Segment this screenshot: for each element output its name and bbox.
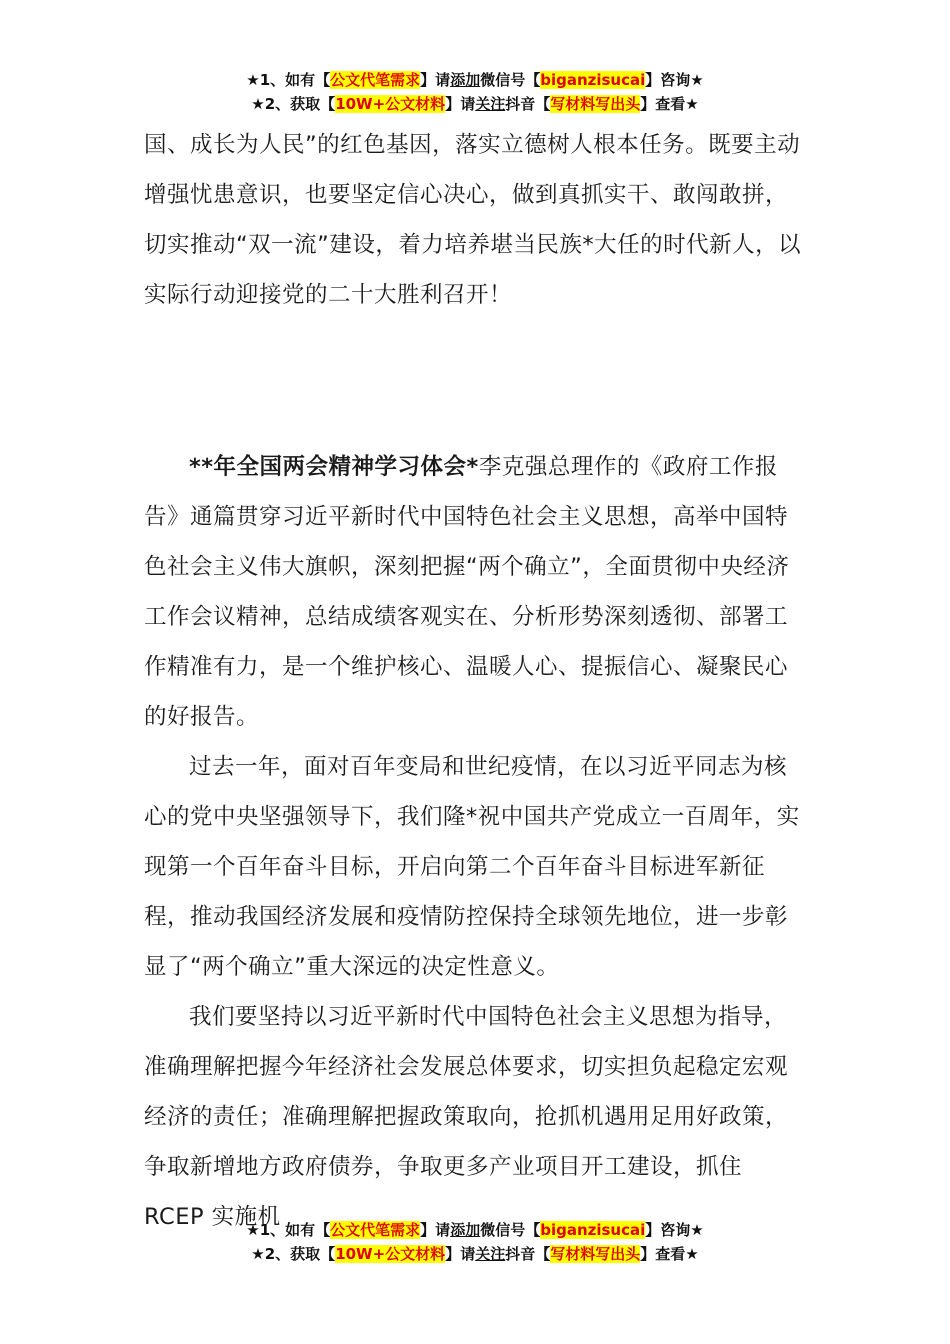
article-paragraph-1 xyxy=(144,442,806,742)
promo-line-2-highlight-douyin: 写材料写出头 xyxy=(550,95,641,113)
promo-line-1-mid2: 微信号【 xyxy=(480,1221,541,1239)
header-promo-banner xyxy=(0,68,950,116)
promo-line-2-underlined: 关注 xyxy=(475,95,506,113)
promo-line-2-suffix: 】查看★ xyxy=(640,95,699,113)
article-paragraph-2: 过去一年，面对百年变局和世纪疫情，在以习近平同志为核心的党中央坚强领导下，我们隆*祝中国共产党成立一百周年，实现第一个百年奋斗目标，开启向第二个百年奋斗目标进军新征程，推动我国经济发展和疫情防控保持全球领先地位，进一步彰显了“两个确立”重大深远的决定性意义。 xyxy=(144,754,800,980)
promo-line-1-highlight-service: 公文代笔需求 xyxy=(330,1221,421,1239)
promo-line-1-highlight-wechat: biganzisucai xyxy=(540,1221,646,1239)
promo-line-1 xyxy=(0,1218,950,1242)
promo-line-2-highlight-materials: 10W+公文材料 xyxy=(335,95,446,113)
article-paragraph-3: 我们要坚持以习近平新时代中国特色社会主义思想为指导，准确理解把握今年经济社会发展总体要求，切实担负起稳定宏观经济的责任；准确理解把握政策取向，抢抓机遇用足用好政策，争取新增地方政府债券，争取更多产业项目开工建设，抓住 RCEP 实施机 xyxy=(144,1004,789,1230)
article-block xyxy=(144,442,806,1242)
promo-line-2-highlight-douyin: 写材料写出头 xyxy=(550,1245,641,1263)
article-paragraph-1-text: 李克强总理作的《政府工作报告》通篇贯穿习近平新时代中国特色社会主义思想，高举中国特色社会主义伟大旗帜，深刻把握“两个确立”，全面贯彻中央经济工作会议精神，总结成绩客观实在、分析形势深刻透彻、部署工作精准有力，是一个维护核心、温暖人心、提振信心、凝聚民心的好报告。 xyxy=(144,454,790,730)
promo-line-2 xyxy=(0,1242,950,1266)
promo-line-1-underlined: 添加 xyxy=(450,1221,481,1239)
continuation-paragraph: 国、成长为人民”的红色基因，落实立德树人根本任务。既要主动增强忧患意识，也要坚定信心决心，做到真抓实干、敢闯敢拼，切实推动“双一流”建设，着力培养堪当民族*大任的时代新人，以实际行动迎接党的二十大胜利召开！ xyxy=(144,132,802,308)
promo-line-1-suffix: 】咨询★ xyxy=(645,71,704,89)
promo-line-2-underlined: 关注 xyxy=(475,1245,506,1263)
promo-line-2-mid: 】请 xyxy=(445,1245,476,1263)
promo-line-1-prefix: ★1、如有【 xyxy=(246,71,331,89)
promo-line-2 xyxy=(0,92,950,116)
promo-line-2-prefix: ★2、获取【 xyxy=(251,1245,336,1263)
promo-line-2-mid: 】请 xyxy=(445,95,476,113)
promo-line-1-prefix: ★1、如有【 xyxy=(246,1221,331,1239)
promo-line-2-mid2: 抖音【 xyxy=(505,1245,551,1263)
promo-line-1-mid: 】请 xyxy=(420,71,451,89)
promo-line-2-suffix: 】查看★ xyxy=(640,1245,699,1263)
footer-promo-banner xyxy=(0,1218,950,1266)
promo-line-1-mid2: 微信号【 xyxy=(480,71,541,89)
promo-line-2-mid2: 抖音【 xyxy=(505,95,551,113)
promo-line-1-suffix: 】咨询★ xyxy=(645,1221,704,1239)
article-heading: **年全国两会精神学习体会* xyxy=(189,454,479,480)
promo-line-1-underlined: 添加 xyxy=(450,71,481,89)
promo-line-2-highlight-materials: 10W+公文材料 xyxy=(335,1245,446,1263)
promo-line-1-mid: 】请 xyxy=(420,1221,451,1239)
promo-line-1-highlight-wechat: biganzisucai xyxy=(540,71,646,89)
promo-line-1 xyxy=(0,68,950,92)
promo-line-1-highlight-service: 公文代笔需求 xyxy=(330,71,421,89)
continuation-block xyxy=(144,120,806,320)
promo-line-2-prefix: ★2、获取【 xyxy=(251,95,336,113)
